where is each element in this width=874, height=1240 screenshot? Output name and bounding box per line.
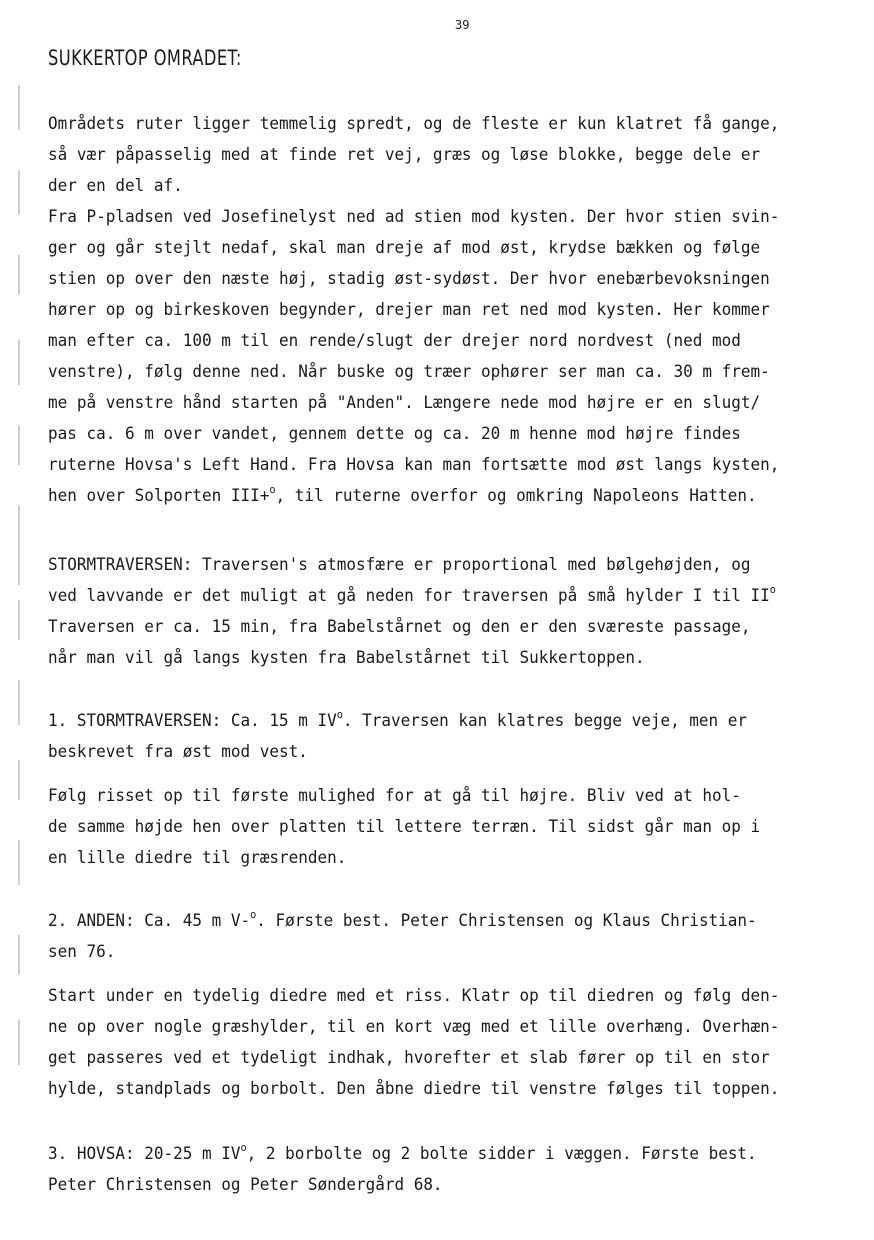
text-line: Traversen er ca. 15 min, fra Babelstårnet og den er den sværeste passage, — [48, 617, 751, 637]
text-line: pas ca. 6 m over vandet, gennem dette og ca. 20 m henne mod højre findes — [48, 424, 741, 444]
margin-mark — [18, 935, 20, 975]
text-fragment: . Første best. Peter Christensen og Klaus Christian- — [256, 911, 757, 931]
grade-superscript: o — [250, 908, 257, 921]
margin-mark — [18, 340, 20, 385]
text-line: venstre), følg denne ned. Når buske og træer ophører ser man ca. 30 m frem- — [48, 362, 770, 382]
route-title — [48, 706, 811, 737]
text-line: en lille diedre til græsrenden. — [48, 848, 347, 868]
route-title — [48, 1139, 811, 1170]
text-fragment: , til ruterne overfor og omkring Napoleons Hatten. — [275, 486, 757, 506]
text-line: Start under en tydelig diedre med et riss. Klatr op til diedren og følg den- — [48, 986, 780, 1006]
grade-superscript: o — [240, 1141, 247, 1154]
margin-mark — [18, 680, 20, 725]
text-line: Følg risset op til første mulighed for at gå til højre. Bliv ved at hol- — [48, 786, 741, 806]
text-line: stien op over den næste høj, stadig øst-sydøst. Der hvor enebærbevoksningen — [48, 269, 770, 289]
text-line — [48, 581, 811, 612]
text-line — [48, 481, 811, 512]
text-line: når man vil gå langs kysten fra Babelstårnet til Sukkertoppen. — [48, 648, 645, 668]
margin-mark — [18, 1020, 20, 1065]
text-line: me på venstre hånd starten på "Anden". Længere nede mod højre er en slugt/ — [48, 393, 761, 413]
scan-margin-marks — [0, 0, 30, 1240]
grade-superscript: o — [269, 483, 276, 496]
text-fragment: 2. ANDEN: Ca. 45 m V- — [48, 911, 251, 931]
text-line: Peter Christensen og Peter Søndergård 68. — [48, 1175, 443, 1195]
text-line: get passeres ved et tydeligt indhak, hvorefter et slab fører op til en stor — [48, 1048, 770, 1068]
text-line: der en del af. — [48, 176, 183, 196]
text-line: STORMTRAVERSEN: Traversen's atmosfære er proportional med bølgehøjden, og — [48, 555, 751, 575]
margin-mark — [18, 85, 20, 130]
text-line: Fra P-pladsen ved Josefinelyst ned ad stien mod kysten. Der hvor stien svin- — [48, 207, 780, 227]
text-line: ne op over nogle græshylder, til en kort væg med et lille overhæng. Overhæn- — [48, 1017, 780, 1037]
text-fragment: . Traversen kan klatres begge veje, men er — [342, 711, 748, 731]
text-line: ger og går stejlt nedaf, skal man dreje af mod øst, krydse bækken og følge — [48, 238, 761, 258]
page-title: SUKKERTOP OMRADET: — [48, 46, 242, 70]
text-line: beskrevet fra øst mod vest. — [48, 742, 308, 762]
text-line: hører op og birkeskoven begynder, drejer man ret ned mod kysten. Her kommer — [48, 300, 770, 320]
intro-paragraph — [48, 109, 868, 512]
text-fragment: 3. HOVSA: 20-25 m IV — [48, 1144, 241, 1164]
grade-superscript: o — [336, 708, 343, 721]
text-line: Områdets ruter ligger temmelig spredt, og de fleste er kun klatret få gange, — [48, 114, 780, 134]
text-fragment: 1. STORMTRAVERSEN: Ca. 15 m IV — [48, 711, 337, 731]
text-line: man efter ca. 100 m til en rende/slugt der drejer nord nordvest (ned mod — [48, 331, 741, 351]
margin-mark — [18, 170, 20, 215]
margin-mark — [18, 505, 20, 585]
text-line: sen 76. — [48, 942, 116, 962]
text-line: hylde, standplads og borbolt. Den åbne diedre til venstre følges til toppen. — [48, 1079, 780, 1099]
route-2-description — [48, 981, 868, 1105]
stormtraversen-paragraph — [48, 550, 868, 674]
text-fragment: hen over Solporten III+ — [48, 486, 270, 506]
route-1-description — [48, 781, 868, 874]
route-3-heading — [48, 1139, 868, 1201]
page-number: 39 — [455, 18, 470, 32]
route-title — [48, 906, 811, 937]
text-line: så vær påpasselig med at finde ret vej, græs og løse blokke, begge dele er — [48, 145, 761, 165]
margin-mark — [18, 425, 20, 465]
margin-mark — [18, 255, 20, 295]
margin-mark — [18, 840, 20, 885]
text-line: de samme højde hen over platten til lettere terræn. Til sidst går man op i — [48, 817, 761, 837]
text-fragment: , 2 borbolte og 2 bolte sidder i væggen. Første best. — [246, 1144, 757, 1164]
text-fragment: ved lavvande er det muligt at gå neden for traversen på små hylder I til II — [48, 586, 770, 606]
route-2-heading — [48, 906, 868, 968]
grade-superscript: o — [769, 583, 776, 596]
margin-mark — [18, 760, 20, 800]
text-line: ruterne Hovsa's Left Hand. Fra Hovsa kan man fortsætte mod øst langs kysten, — [48, 455, 780, 475]
route-1-heading — [48, 706, 868, 768]
margin-mark — [18, 600, 20, 640]
